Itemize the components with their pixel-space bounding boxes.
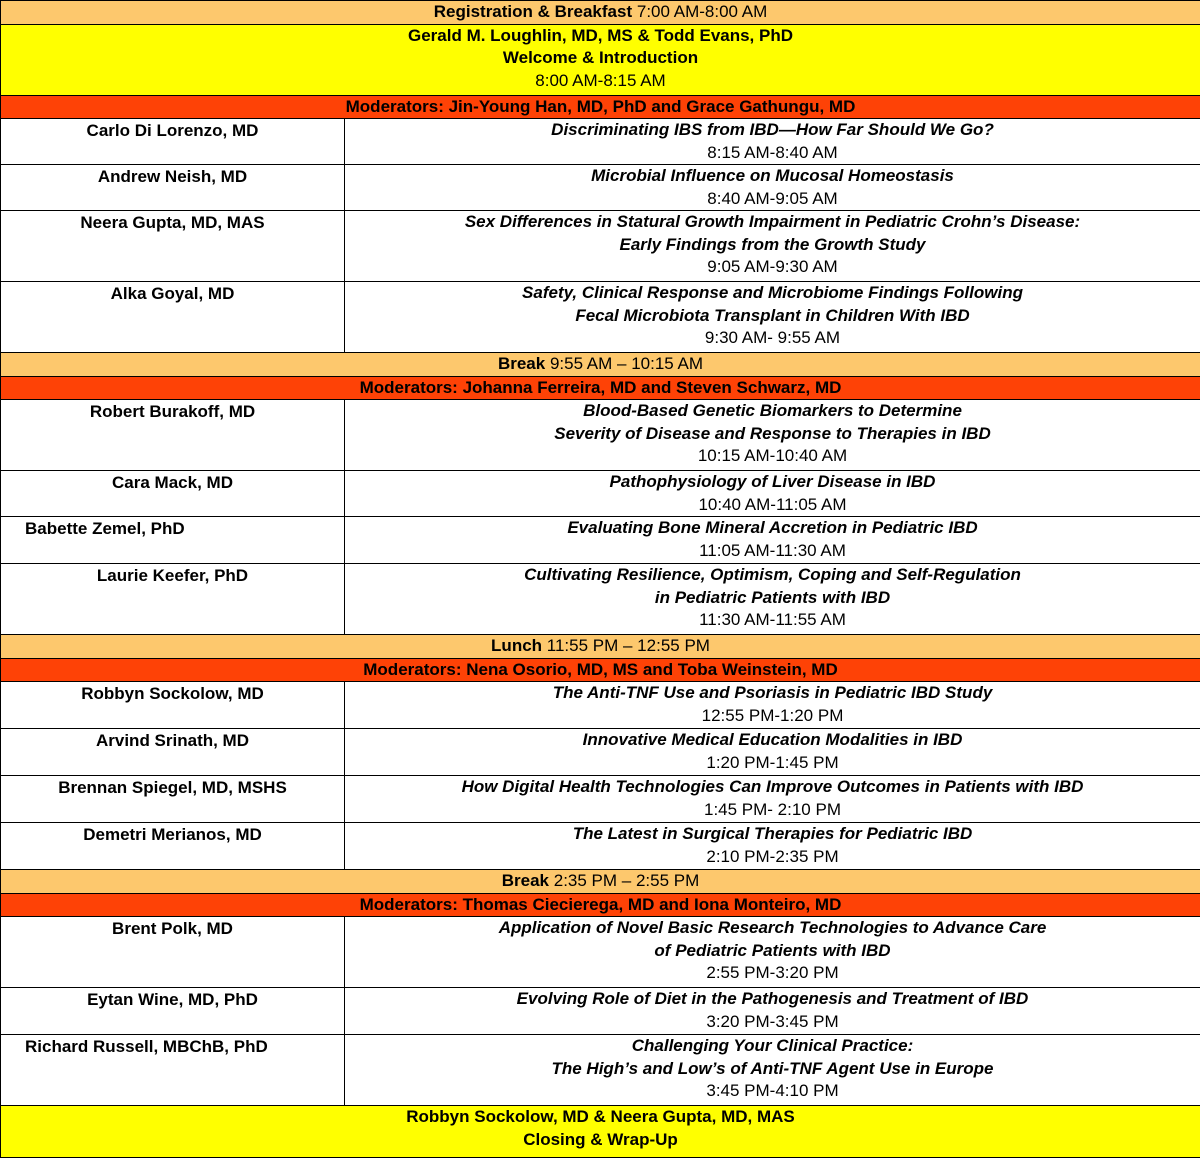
speaker-cell [1, 471, 345, 517]
speaker-name: Cara Mack, MD [112, 473, 233, 492]
talk-cell [345, 564, 1200, 635]
speaker-name: Richard Russell, MBChB, PhD [25, 1037, 268, 1056]
talk-cell [345, 282, 1200, 353]
talk-title-line: Microbial Influence on Mucosal Homeostasis [591, 166, 954, 185]
talk-title-line: Severity of Disease and Response to Therapies in IBD [554, 423, 991, 443]
closing-row [1, 1106, 1200, 1158]
talk-time: 11:30 AM-11:55 AM [699, 610, 846, 629]
moderators-row [1, 376, 1200, 400]
speaker-name: Robert Burakoff, MD [89, 402, 256, 421]
speaker-name: Robbyn Sockolow, MD [81, 684, 264, 703]
talk-title-line: Safety, Clinical Response and Microbiome Findings Following [522, 283, 1023, 302]
talk-row [1, 729, 1200, 776]
break-label: Lunch [491, 636, 543, 655]
talk-title-line: The Anti-TNF Use and Psoriasis in Pediatric IBD Study [552, 683, 993, 702]
welcome-time: 8:00 AM-8:15 AM [535, 70, 666, 90]
talk-title-line: Evolving Role of Diet in the Pathogenesis and Treatment of IBD [516, 989, 1029, 1008]
speaker-cell [1, 917, 345, 988]
talk-time: 2:10 PM-2:35 PM [706, 846, 839, 866]
welcome-row [1, 24, 1200, 95]
speaker-name: Andrew Neish, MD [97, 167, 248, 186]
speaker-name: Neera Gupta, MD, MAS [80, 213, 265, 232]
talk-time: 3:45 PM-4:10 PM [706, 1081, 839, 1100]
speaker-cell [1, 564, 345, 635]
speaker-cell [1, 776, 345, 823]
speaker-cell [1, 119, 345, 165]
talk-title-line: Innovative Medical Education Modalities in IBD [582, 730, 963, 749]
talk-title-line: Blood-Based Genetic Biomarkers to Determine [583, 401, 962, 420]
break-label: Break [501, 871, 549, 890]
talk-cell [345, 682, 1200, 729]
speaker-cell [1, 211, 345, 282]
speaker-name: Laurie Keefer, PhD [96, 566, 249, 585]
registration-row [1, 1, 1200, 25]
welcome-cell [1, 24, 1200, 95]
break-time: 9:55 AM – 10:15 AM [549, 354, 704, 373]
talk-row [1, 564, 1200, 635]
speaker-cell [1, 282, 345, 353]
speaker-cell [1, 1035, 345, 1106]
talk-title-line: How Digital Health Technologies Can Improve Outcomes in Patients with IBD [461, 777, 1084, 796]
talk-time: 10:15 AM-10:40 AM [697, 446, 848, 465]
speaker-cell [1, 823, 345, 870]
break-cell [1, 870, 1200, 894]
break-label: Break [497, 354, 546, 373]
welcome-title: Welcome & Introduction [502, 48, 699, 67]
speaker-name: Arvind Srinath, MD [95, 731, 249, 750]
talk-time: 1:20 PM-1:45 PM [706, 752, 839, 772]
registration-label: Registration & Breakfast [433, 2, 633, 21]
talk-time: 1:45 PM- 2:10 PM [703, 799, 841, 819]
talk-row [1, 776, 1200, 823]
closing-speakers: Robbyn Sockolow, MD & Neera Gupta, MD, MAS [406, 1107, 795, 1126]
talk-row [1, 988, 1200, 1035]
moderators-cell: Moderators: Jin-Young Han, MD, PhD and Grace Gathungu, MD [1, 95, 1200, 119]
talk-title-line: in Pediatric Patients with IBD [654, 587, 891, 607]
closing-cell [1, 1106, 1200, 1158]
speaker-name: Babette Zemel, PhD [25, 519, 185, 538]
speaker-name: Demetri Merianos, MD [83, 825, 262, 844]
moderators-row [1, 95, 1200, 119]
speaker-name: Alka Goyal, MD [110, 284, 235, 303]
break-row [1, 635, 1200, 659]
talk-title-line: Sex Differences in Statural Growth Impairment in Pediatric Crohn’s Disease: [464, 212, 1081, 231]
talk-title-line: Discriminating IBS from IBD—How Far Should We Go? [551, 120, 994, 139]
talk-cell [345, 165, 1200, 211]
speaker-cell [1, 682, 345, 729]
talk-title-line: Application of Novel Basic Research Technologies to Advance Care [498, 918, 1047, 937]
talk-cell [345, 917, 1200, 988]
talk-title-line: The High’s and Low’s of Anti-TNF Agent Use in Europe [551, 1058, 994, 1078]
agenda-body [1, 1, 1200, 1158]
talk-cell [345, 1035, 1200, 1106]
talk-time: 3:20 PM-3:45 PM [706, 1011, 839, 1031]
speaker-cell [1, 165, 345, 211]
talk-row [1, 119, 1200, 165]
speaker-name: Carlo Di Lorenzo, MD [86, 121, 259, 140]
talk-row [1, 282, 1200, 353]
welcome-speakers: Gerald M. Loughlin, MD, MS & Todd Evans, PhD [407, 25, 794, 45]
talk-title-line: of Pediatric Patients with IBD [654, 940, 891, 960]
moderators-cell: Moderators: Thomas Ciecierega, MD and Iona Monteiro, MD [1, 893, 1200, 917]
talk-cell [345, 823, 1200, 870]
talk-title-line: Fecal Microbiota Transplant in Children With IBD [575, 305, 970, 325]
registration-time: 7:00 AM-8:00 AM [636, 2, 768, 21]
break-cell [1, 635, 1200, 659]
talk-cell [345, 119, 1200, 165]
talk-row [1, 517, 1200, 564]
closing-title: Closing & Wrap-Up [523, 1129, 678, 1149]
speaker-name: Brent Polk, MD [112, 919, 233, 938]
talk-row [1, 471, 1200, 517]
talk-row [1, 400, 1200, 471]
talk-title-line: Early Findings from the Growth Study [619, 234, 926, 254]
talk-row [1, 1035, 1200, 1106]
break-cell [1, 353, 1200, 377]
talk-cell [345, 400, 1200, 471]
break-time: 11:55 PM – 12:55 PM [546, 636, 710, 655]
speaker-cell [1, 400, 345, 471]
speaker-cell [1, 517, 345, 564]
break-time: 2:35 PM – 2:55 PM [553, 871, 700, 890]
talk-cell [345, 517, 1200, 564]
speaker-cell [1, 729, 345, 776]
moderators-cell: Moderators: Johanna Ferreira, MD and Steven Schwarz, MD [1, 376, 1200, 400]
speaker-name: Eytan Wine, MD, PhD [87, 990, 258, 1009]
registration-cell [1, 1, 1200, 25]
talk-title-line: Challenging Your Clinical Practice: [631, 1036, 914, 1055]
talk-cell [345, 729, 1200, 776]
talk-time: 11:05 AM-11:30 AM [699, 540, 846, 560]
talk-time: 2:55 PM-3:20 PM [706, 963, 839, 982]
talk-title-line: Cultivating Resilience, Optimism, Coping and Self-Regulation [524, 565, 1021, 584]
talk-time: 9:05 AM-9:30 AM [707, 257, 838, 276]
talk-cell [345, 211, 1200, 282]
talk-row [1, 165, 1200, 211]
speaker-cell [1, 988, 345, 1035]
talk-time: 8:15 AM-8:40 AM [707, 142, 838, 162]
talk-row [1, 917, 1200, 988]
talk-cell [345, 988, 1200, 1035]
talk-time: 12:55 PM-1:20 PM [701, 705, 844, 725]
talk-time: 10:40 AM-11:05 AM [698, 494, 847, 514]
break-row [1, 353, 1200, 377]
talk-row [1, 211, 1200, 282]
moderators-row [1, 658, 1200, 682]
moderators-cell: Moderators: Nena Osorio, MD, MS and Toba Weinstein, MD [1, 658, 1200, 682]
talk-time: 9:30 AM- 9:55 AM [704, 328, 841, 347]
moderators-row [1, 893, 1200, 917]
talk-row [1, 823, 1200, 870]
talk-cell [345, 471, 1200, 517]
talk-row [1, 682, 1200, 729]
talk-time: 8:40 AM-9:05 AM [707, 188, 838, 208]
talk-cell [345, 776, 1200, 823]
speaker-name: Brennan Spiegel, MD, MSHS [58, 778, 287, 797]
talk-title-line: Pathophysiology of Liver Disease in IBD [609, 472, 936, 491]
talk-title-line: The Latest in Surgical Therapies for Pediatric IBD [572, 824, 973, 843]
talk-title-line: Evaluating Bone Mineral Accretion in Pediatric IBD [567, 518, 978, 537]
break-row [1, 870, 1200, 894]
